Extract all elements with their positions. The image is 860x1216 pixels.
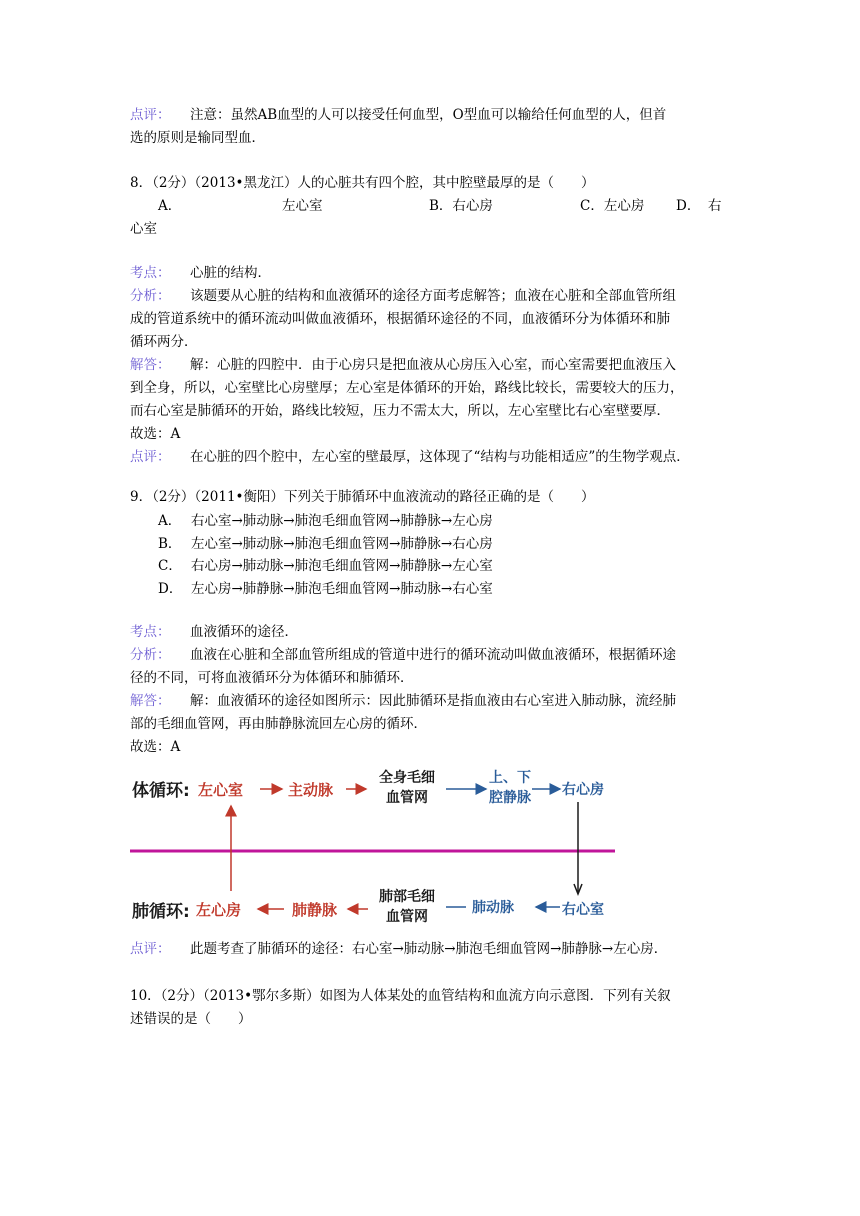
comment-label: 点评： — [130, 107, 171, 123]
pul-capillary: 肺部毛细 血管网 — [379, 889, 435, 925]
systemic-circulation-title: 体循环: — [132, 781, 190, 801]
q8-option-d-key: D． — [676, 198, 701, 214]
q8-option-a-key: A． — [158, 198, 182, 214]
q8-option-d-1: 右 — [708, 198, 722, 214]
q9-solution: 考点： 血液循环的途径． 分析： 血液在心脏和全部血管所组成的管道中进行的循环流动叫做血液循环，根据循环途 径的不同，可将血液循环分为体循环和肺循环． 解答： 解：血液循环的途径如图所示：因此肺循环是指血液由右心室进入肺动脉，流经肺 部的毛细血管网，再由肺静脉流回左心房的循环． 故选：A — [130, 621, 735, 759]
pul-artery: 肺动脉 — [472, 900, 514, 916]
blood-circulation-diagram — [130, 766, 620, 928]
q9-option-c: C． 右心房→肺动脉→肺泡毛细血管网→肺静脉→左心室 — [158, 558, 493, 574]
q8-option-c: C．左心房 — [580, 198, 645, 214]
q8-option-a: 左心室 — [282, 198, 323, 214]
q9-option-b: B． 左心室→肺动脉→肺泡毛细血管网→肺静脉→右心房 — [158, 535, 493, 552]
pulmonary-circulation-title: 肺循环: — [132, 902, 190, 922]
q8-stem: 8．（2分）（2013•黑龙江）人的心脏共有四个腔，其中腔壁最厚的是（ ） — [130, 175, 595, 191]
sys-right-atrium: 右心房 — [562, 782, 604, 798]
pul-left-atrium: 左心房 — [196, 901, 242, 919]
sys-vena-cava: 上、下 腔静脉 — [489, 770, 531, 806]
point-label: 考点： — [130, 265, 171, 281]
q9-option-d: D． 左心房→肺静脉→肺泡毛细血管网→肺动脉→右心室 — [158, 580, 493, 597]
q9-comment: 点评： 此题考查了肺循环的途径：右心室→肺动脉→肺泡毛细血管网→肺静脉→左心房． — [130, 938, 735, 961]
comment-label: 点评： — [130, 941, 171, 957]
comment-label: 点评： — [130, 449, 171, 465]
pul-vein: 肺静脉 — [292, 901, 338, 919]
q8-solution: 考点： 心脏的结构． 分析： 该题要从心脏的结构和血液循环的途径方面考虑解答；血液在心脏和全部血管所组 成的管道系统中的循环流动叫做血液循环，根据循环途径的不同，血液循环分为体循环和肺 循环两分． 解答： 解：心脏的四腔中．由于心房只是把血液从心房压入心室，而心室需要把血液压入 到全身，所以，心室壁比心房壁厚；左心室是体循环的开始，路线比较长，需要较大的压力， 而右心室是肺循环的开始，路线比较短，压力不需太大，所以，左心室壁比右心室壁要厚． 故选：A 点评： 在心脏的四个腔中，左心室的壁最厚，这体现了“结构与功能相适应”的生物学观点． — [130, 262, 735, 469]
pul-right-ventricle: 右心室 — [562, 902, 604, 918]
analysis-label: 分析： — [130, 647, 171, 663]
q7-comment: 点评： 注意：虽然AB血型的人可以接受任何血型，O型血可以输给任何血型的人，但首 选的原则是输同型血． — [130, 104, 735, 150]
q8-option-b: B．右心房 — [429, 198, 493, 214]
sys-capillary: 全身毛细 血管网 — [379, 770, 435, 806]
analysis-label: 分析： — [130, 288, 171, 304]
point-label: 考点： — [130, 624, 171, 640]
q9-option-a: A． 右心室→肺动脉→肺泡毛细血管网→肺静脉→左心房 — [158, 513, 493, 529]
sys-aorta: 主动脉 — [288, 781, 334, 799]
answer-label: 解答： — [130, 357, 171, 373]
q10-stem: 10．（2分）（2013•鄂尔多斯）如图为人体某处的血管结构和血流方向示意图．下列有关叙 述错误的是（ ） — [130, 988, 671, 1027]
q9-stem: 9．（2分）（2011•衡阳）下列关于肺循环中血液流动的路径正确的是（ ） — [130, 489, 595, 505]
answer-label: 解答： — [130, 693, 171, 709]
q9-options — [158, 510, 493, 600]
sys-left-ventricle: 左心室 — [198, 781, 244, 799]
q8-option-d-2: 心室 — [130, 221, 157, 237]
